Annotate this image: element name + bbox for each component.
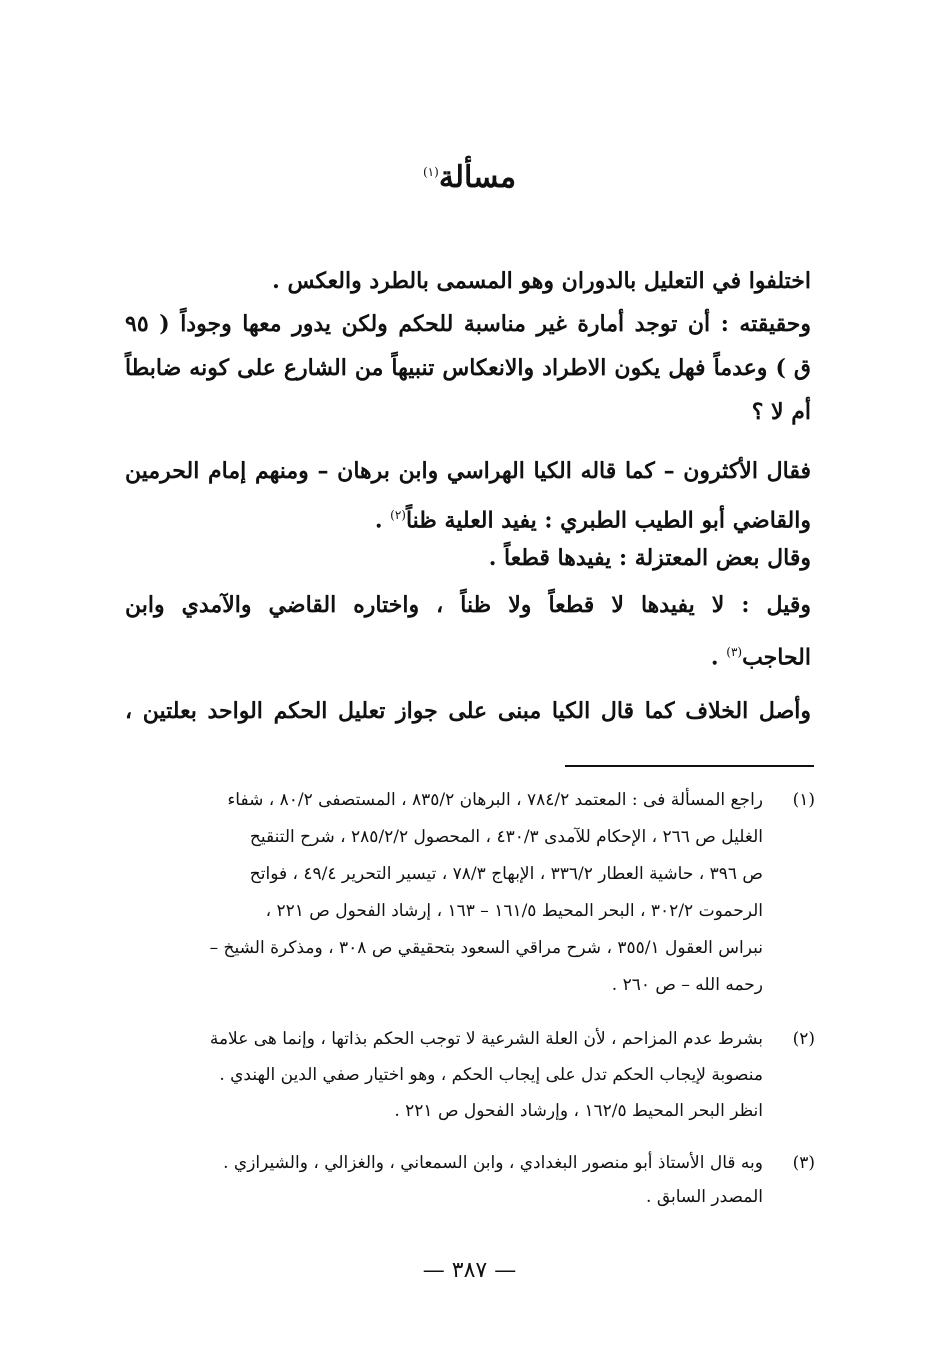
body-line: اختلفوا في التعليل بالدوران وهو المسمى بالطرد والعكس . (272, 268, 811, 294)
section-title (0, 160, 939, 195)
footnote-number: (١) (792, 790, 815, 810)
body-line: أم لا ؟ (751, 399, 811, 425)
footnote-line: المصدر السابق . (646, 1187, 763, 1207)
body-line: وقال بعض المعتزلة : يفيدها قطعاً . (488, 545, 811, 571)
body-line: فقال الأكثرون – كما قاله الكيا الهراسي وابن برهان – ومنهم إمام الحرمين (125, 458, 811, 484)
body-line-text: والقاضي أبو الطيب الطبري : يفيد العلية ظناً (405, 507, 811, 534)
footnote-line: انظر البحر المحيط ١٦٢/٥ ، وإرشاد الفحول ص ٢٢١ . (394, 1101, 763, 1121)
footnote-ref-1: (١) (422, 165, 439, 179)
body-line (125, 500, 811, 535)
footnote-ref-3: (٣) (726, 645, 743, 659)
footnote-number: (٣) (792, 1153, 815, 1173)
footnote-ref-2: (٢) (390, 508, 406, 522)
footnote-line: بشرط عدم المزاحم ، لأن العلة الشرعية لا توجب الحكم بذاتها ، وإنما هى علامة (209, 1029, 763, 1049)
footnote-line: وبه قال الأستاذ أبو منصور البغدادي ، وابن السمعاني ، والغزالي ، والشيرازي . (223, 1153, 763, 1173)
body-line-end: . (374, 507, 391, 534)
body-line-end: . (710, 644, 727, 671)
footnote-line: منصوبة لإيجاب الحكم تدل على إيجاب الحكم ، وهو اختيار صفي الدين الهندي . (219, 1065, 763, 1085)
body-line (125, 637, 811, 672)
body-line: وقيل : لا يفيدها لا قطعاً ولا ظناً ، واختاره القاضي والآمدي وابن (125, 592, 811, 618)
footnote-line: رحمه الله – ص ٢٦٠ . (611, 975, 763, 995)
body-line-text: الحاجب (742, 644, 811, 671)
footnote-separator (565, 765, 814, 767)
footnote-line: ص ٣٩٦ ، حاشية العطار ٣٣٦/٢ ، الإبهاج ٧٨/٣ ، تيسير التحرير ٤٩/٤ ، فواتح (249, 864, 763, 884)
section-title-text: مسألة (438, 160, 517, 195)
footnote-line: نبراس العقول ٣٥٥/١ ، شرح مراقي السعود بتحقيقي ص ٣٠٨ ، ومذكرة الشيخ – (209, 938, 763, 958)
footnote-line: راجع المسألة فى : المعتمد ٧٨٤/٢ ، البرهان ٨٣٥/٢ ، المستصفى ٨٠/٢ ، شفاء (227, 790, 763, 810)
footnote-line: الغليل ص ٢٦٦ ، الإحكام للآمدى ٤٣٠/٣ ، المحصول ٢٨٥/٢/٢ ، شرح التنقيح (249, 827, 763, 847)
body-line: ق ) وعدماً فهل يكون الاطراد والانعكاس تنبيهاً من الشارع على كونه ضابطاً (125, 355, 811, 381)
footnote-number: (٢) (792, 1029, 815, 1049)
page-number: — ٣٨٧ — (422, 1258, 517, 1283)
footnote-line: الرحموت ٣٠٢/٢ ، البحر المحيط ١٦١/٥ – ١٦٣ ، إرشاد الفحول ص ٢٢١ ، (265, 901, 763, 921)
body-line: وأصل الخلاف كما قال الكيا مبنى على جواز تعليل الحكم الواحد بعلتين ، (125, 698, 811, 724)
body-line: وحقيقته : أن توجد أمارة غير مناسبة للحكم ولكن يدور معها وجوداً ( ٩٥ (125, 311, 811, 337)
